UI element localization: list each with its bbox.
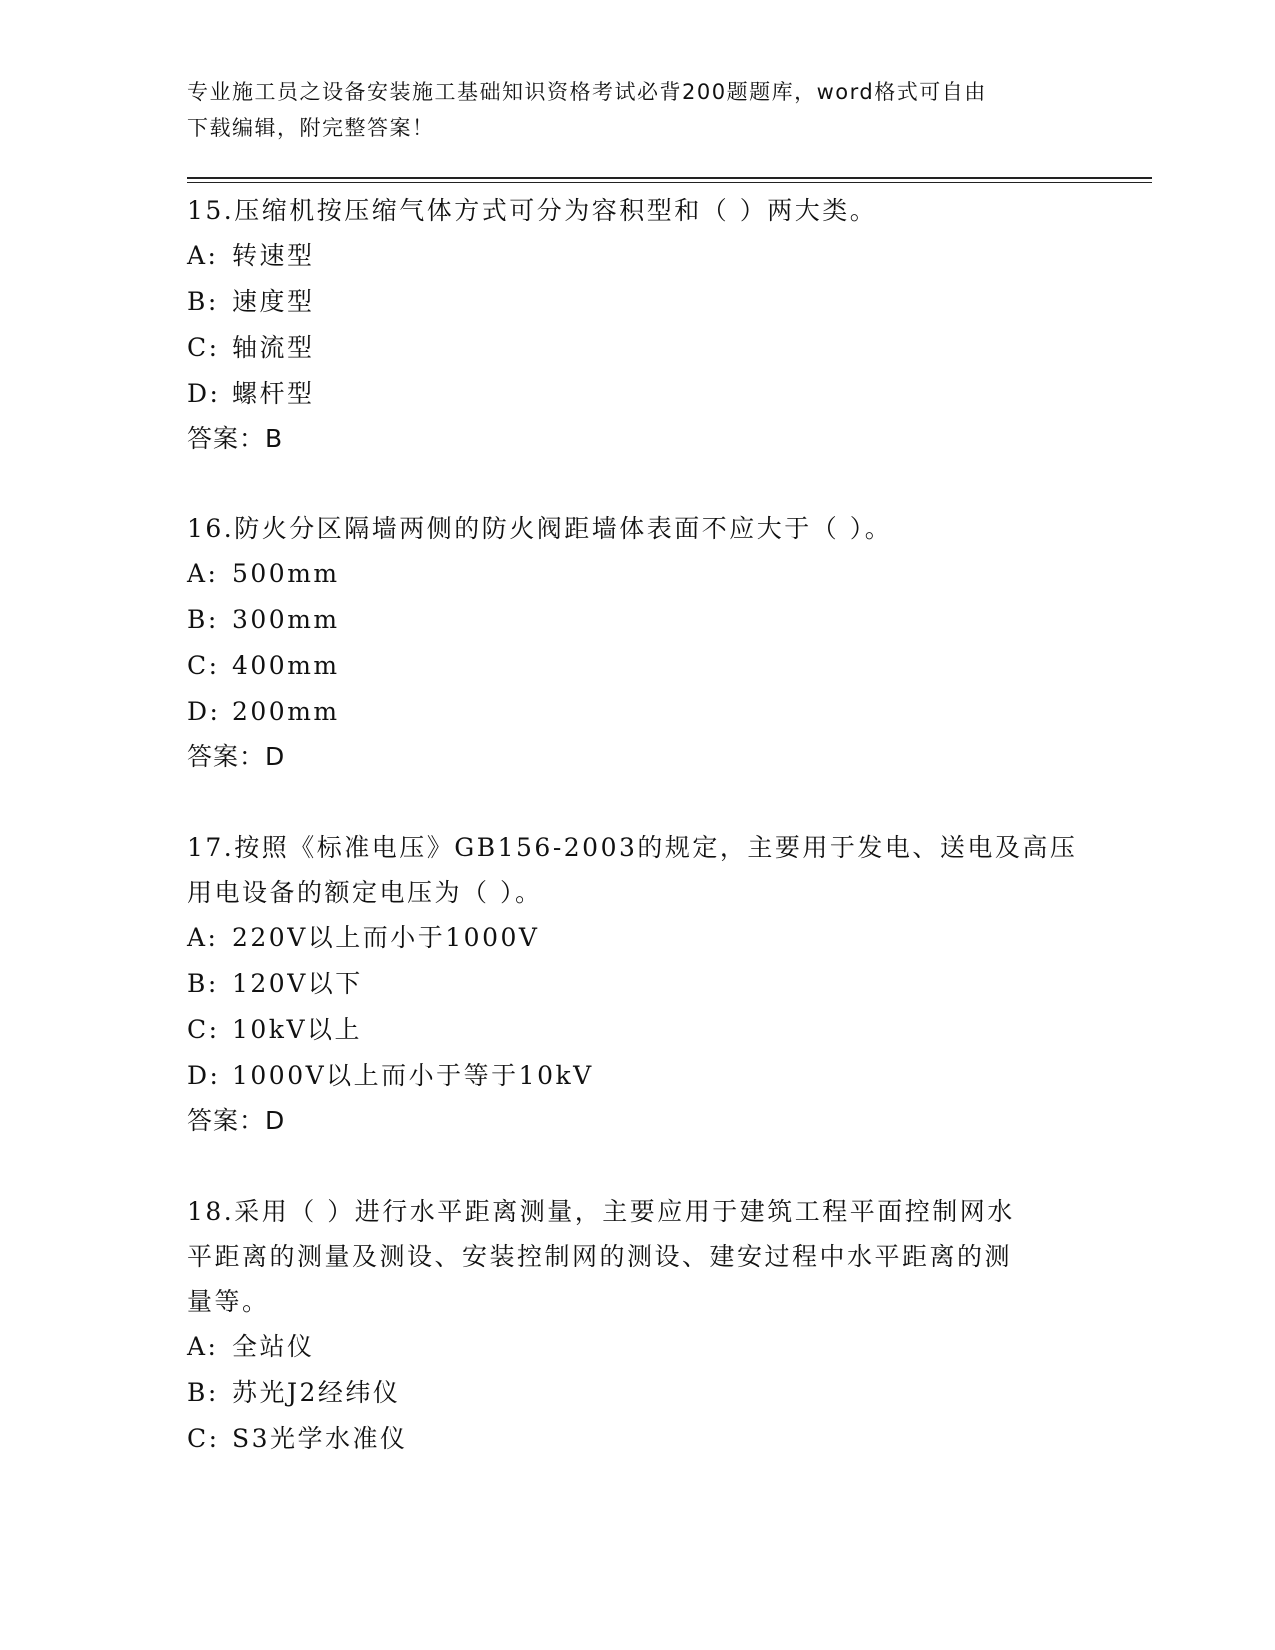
option-text: 转速型 — [232, 241, 315, 270]
option-text: 1000V以上而小于等于10kV — [232, 1061, 594, 1090]
option-c — [187, 1007, 1087, 1053]
question-stem: 16.防火分区隔墙两侧的防火阀距墙体表面不应大于（ ）。 — [187, 514, 893, 543]
header-line-2: 下载编辑，附完整答案！ — [187, 116, 435, 140]
option-text: 速度型 — [232, 287, 315, 316]
option-text: 400mm — [232, 651, 340, 680]
question-stem-line: 18.采用（ ）进行水平距离测量，主要应用于建筑工程平面控制网水 — [187, 1197, 1015, 1226]
option-text: 300mm — [232, 605, 340, 634]
question-18 — [187, 1189, 1087, 1462]
option-d — [187, 1053, 1087, 1099]
option-text: 10kV以上 — [232, 1015, 363, 1044]
option-label: B: — [187, 969, 219, 998]
option-text: 苏光J2经纬仪 — [232, 1378, 401, 1407]
question-stem-line: 平距离的测量及测设、安装控制网的测设、建安过程中水平距离的测 — [187, 1242, 1013, 1271]
option-label: C: — [187, 333, 220, 362]
question-15 — [187, 188, 1087, 461]
option-label: A: — [187, 559, 219, 588]
answer: 答案：D — [187, 742, 286, 771]
option-b — [187, 279, 1087, 325]
header-divider-thin — [187, 182, 1152, 183]
question-16 — [187, 506, 1087, 779]
option-label: D: — [187, 379, 221, 408]
option-c — [187, 325, 1087, 371]
question-stem: 15.压缩机按压缩气体方式可分为容积型和（ ）两大类。 — [187, 196, 878, 225]
option-text: 轴流型 — [232, 333, 315, 362]
option-d — [187, 371, 1087, 417]
option-a — [187, 915, 1087, 961]
option-c — [187, 1416, 1087, 1462]
option-label: B: — [187, 287, 219, 316]
option-d — [187, 689, 1087, 735]
answer: 答案：D — [187, 1106, 286, 1135]
question-stem-line: 17.按照《标准电压》GB156-2003的规定，主要用于发电、送电及高压 — [187, 833, 1078, 862]
option-label: B: — [187, 605, 219, 634]
question-stem-line: 用电设备的额定电压为（ ）。 — [187, 878, 543, 907]
question-stem-line: 量等。 — [187, 1287, 270, 1316]
option-label: C: — [187, 1424, 220, 1453]
option-text: 200mm — [232, 697, 340, 726]
option-c — [187, 643, 1087, 689]
option-label: D: — [187, 1061, 221, 1090]
option-text: 全站仪 — [232, 1332, 315, 1361]
option-a — [187, 233, 1087, 279]
option-text: 120V以下 — [232, 969, 363, 998]
option-text: 螺杆型 — [232, 379, 315, 408]
option-a — [187, 551, 1087, 597]
option-label: C: — [187, 651, 220, 680]
option-a — [187, 1324, 1087, 1370]
option-b — [187, 1370, 1087, 1416]
answer: 答案：B — [187, 424, 284, 453]
option-b — [187, 961, 1087, 1007]
option-label: A: — [187, 241, 219, 270]
option-label: B: — [187, 1378, 219, 1407]
header-divider — [187, 177, 1152, 179]
option-text: 500mm — [232, 559, 340, 588]
option-label: A: — [187, 1332, 219, 1361]
option-label: A: — [187, 923, 219, 952]
option-label: C: — [187, 1015, 220, 1044]
option-text: S3光学水准仪 — [232, 1424, 408, 1453]
document-header — [187, 74, 1067, 146]
option-label: D: — [187, 697, 221, 726]
option-text: 220V以上而小于1000V — [232, 923, 540, 952]
header-line-1: 专业施工员之设备安装施工基础知识资格考试必背200题题库，word格式可自由 — [187, 80, 987, 104]
question-17 — [187, 825, 1087, 1143]
option-b — [187, 597, 1087, 643]
